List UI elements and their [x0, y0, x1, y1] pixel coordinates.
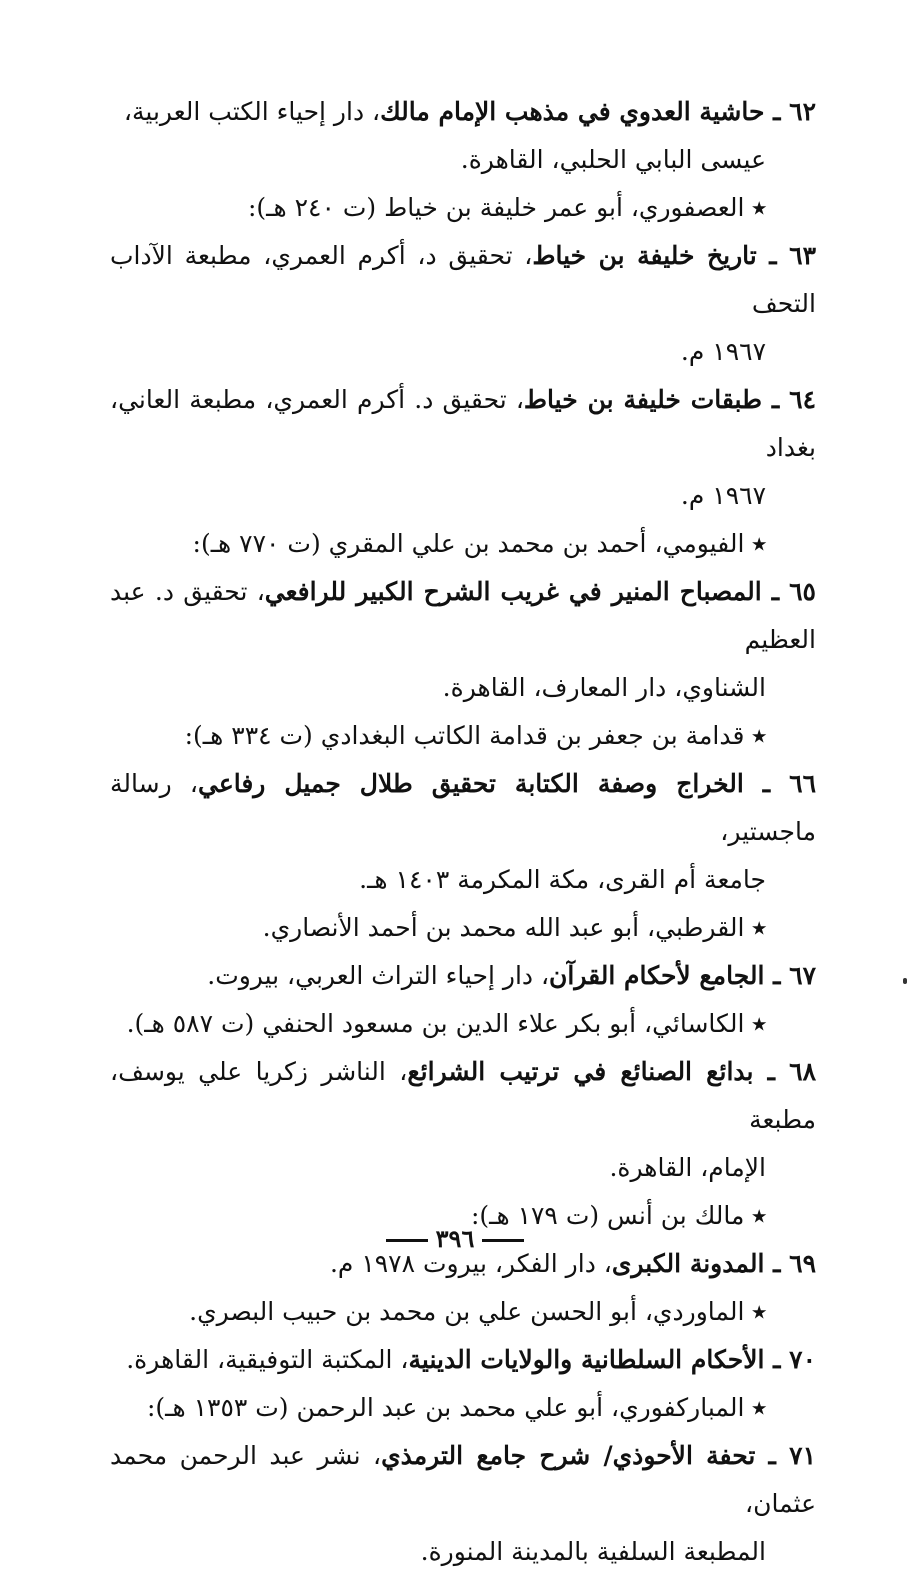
- scan-edge-mark: [903, 978, 907, 984]
- entry-number: ٦٣: [789, 241, 816, 270]
- entry-continuation: الشناوي، دار المعارف، القاهرة.: [442, 673, 766, 702]
- bibliography-page: [110, 88, 816, 1576]
- page-number-text: ٣٩٦: [435, 1224, 475, 1253]
- author-heading: [110, 184, 816, 232]
- entry-number: ٦٤: [789, 385, 817, 414]
- entry-separator: ـ: [755, 1441, 790, 1470]
- entry-71: [110, 1432, 816, 1576]
- star-icon: ٭: [752, 721, 766, 750]
- entry-separator: ـ: [764, 961, 790, 990]
- entry-continuation: الإمام، القاهرة.: [609, 1153, 766, 1182]
- entry-65: [110, 568, 816, 712]
- entry-number: ٦٩: [789, 1249, 816, 1278]
- author-text: قدامة بن جعفر بن قدامة الكاتب البغدادي (ت ٣٣٤ هـ):: [184, 721, 745, 750]
- entry-title: حاشية العدوي في مذهب الإمام مالك: [380, 97, 765, 126]
- author-text: الكاسائي، أبو بكر علاء الدين بن مسعود الحنفي (ت ٥٨٧ هـ).: [126, 1009, 745, 1038]
- star-icon: ٭: [752, 1201, 766, 1230]
- entry-separator: ـ: [764, 1249, 790, 1278]
- entry-details: ، رسالة ماجستير،: [110, 769, 816, 846]
- author-text: العصفوري، أبو عمر خليفة بن خياط (ت ٢٤٠ هـ):: [247, 193, 745, 222]
- entry-66: [110, 760, 816, 904]
- author-text: القرطبي، أبو عبد الله محمد بن أحمد الأنصاري.: [262, 913, 745, 942]
- page-number: [0, 1224, 910, 1253]
- star-icon: ٭: [752, 193, 766, 222]
- author-text: مالك بن أنس (ت ١٧٩ هـ):: [470, 1201, 745, 1230]
- entry-title: الجامع لأحكام القرآن: [549, 961, 765, 990]
- entry-separator: ـ: [761, 577, 790, 606]
- entry-title: المدونة الكبرى: [611, 1249, 765, 1278]
- entry-number: ٦٢: [789, 97, 816, 126]
- entry-63: [110, 232, 816, 376]
- entry-continuation: جامعة أم القرى، مكة المكرمة ١٤٠٣ هـ.: [359, 865, 766, 894]
- entry-details: ، دار الفكر، بيروت ١٩٧٨ م.: [329, 1249, 612, 1278]
- author-text: المباركفوري، أبو علي محمد بن عبد الرحمن (ت ١٣٥٣ هـ):: [146, 1393, 745, 1422]
- entry-title: الخراج وصفة الكتابة تحقيق طلال جميل رفاعي: [197, 769, 744, 798]
- entry-separator: ـ: [753, 1057, 790, 1086]
- entry-continuation: عيسى البابي الحلبي، القاهرة.: [460, 145, 766, 174]
- star-icon: ٭: [752, 529, 766, 558]
- entry-details: ، دار إحياء الكتب العربية،: [123, 97, 381, 126]
- entry-separator: ـ: [756, 241, 790, 270]
- entry-number: ٦٧: [789, 961, 816, 990]
- entry-number: ٧١: [789, 1441, 816, 1470]
- entry-details: ، نشر عبد الرحمن محمد عثمان،: [110, 1441, 816, 1518]
- entry-details: ، تحقيق د. أكرم العمري، مطبعة العاني، بغداد: [110, 385, 816, 462]
- entry-details: ، دار إحياء التراث العربي، بيروت.: [207, 961, 550, 990]
- author-heading: [110, 712, 816, 760]
- entry-title: تاريخ خليفة بن خياط: [532, 241, 757, 270]
- entry-title: المصباح المنير في غريب الشرح الكبير للرافعي: [264, 577, 762, 606]
- entry-number: ٦٦: [789, 769, 816, 798]
- entry-details: ، الناشر زكريا علي يوسف، مطبعة: [110, 1057, 816, 1134]
- entry-number: ٦٨: [789, 1057, 817, 1086]
- entry-continuation: المطبعة السلفية بالمدينة المنورة.: [420, 1537, 766, 1566]
- entry-continuation: ١٩٦٧ م.: [680, 337, 766, 366]
- author-heading: [110, 520, 816, 568]
- entry-separator: ـ: [743, 769, 790, 798]
- entry-separator: ـ: [764, 97, 790, 126]
- entry-number: ٧٠: [789, 1345, 816, 1374]
- entry-details: ، تحقيق د، أكرم العمري، مطبعة الآداب التحف: [110, 241, 816, 318]
- author-text: الماوردي، أبو الحسن علي بن محمد بن حبيب البصري.: [189, 1297, 745, 1326]
- author-heading: [110, 1000, 816, 1048]
- entry-title: بدائع الصنائع في ترتيب الشرائع: [407, 1057, 754, 1086]
- entry-details: ، تحقيق د. عبد العظيم: [110, 577, 816, 654]
- entry-64: [110, 376, 816, 520]
- entry-separator: ـ: [764, 1345, 790, 1374]
- star-icon: ٭: [752, 1393, 766, 1422]
- author-text: الفيومي، أحمد بن محمد بن علي المقري (ت ٧٧٠ هـ):: [192, 529, 745, 558]
- entry-title: تحفة الأحوذي/ شرح جامع الترمذي: [381, 1441, 756, 1470]
- entry-67: [110, 952, 816, 1000]
- entry-number: ٦٥: [789, 577, 816, 606]
- entry-continuation: ١٩٦٧ م.: [680, 481, 766, 510]
- entry-70: [110, 1336, 816, 1384]
- dash-divider: [482, 1239, 524, 1242]
- dash-divider: [386, 1239, 428, 1242]
- star-icon: ٭: [752, 1009, 766, 1038]
- author-heading: [110, 1384, 816, 1432]
- author-heading: [110, 1288, 816, 1336]
- entry-68: [110, 1048, 816, 1192]
- author-heading: [110, 904, 816, 952]
- entry-separator: ـ: [761, 385, 790, 414]
- star-icon: ٭: [752, 1297, 766, 1326]
- entry-title: الأحكام السلطانية والولايات الدينية: [408, 1345, 765, 1374]
- star-icon: ٭: [752, 913, 766, 942]
- entry-62: [110, 88, 816, 184]
- entry-title: طبقات خليفة بن خياط: [523, 385, 762, 414]
- entry-details: ، المكتبة التوفيقية، القاهرة.: [126, 1345, 409, 1374]
